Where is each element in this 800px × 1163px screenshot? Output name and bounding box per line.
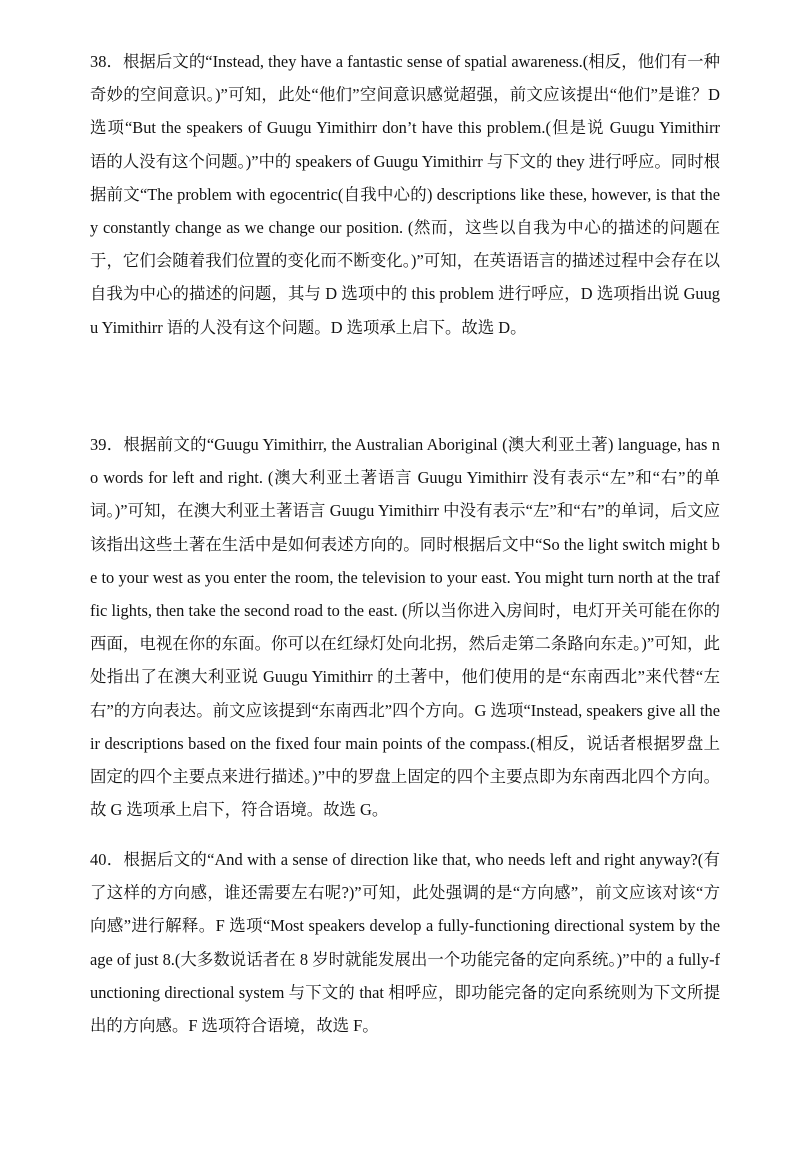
- answer-explanation-39: 39．根据前文的“Guugu Yimithirr, the Australian Aboriginal (澳大利亚土著) language, has no words for left and right. (澳大利亚土著语言 Guugu Yimithirr 没有表示“左”和“右”的单词。)”可知，在澳大利亚土著语言 Guugu Yimithirr 中没有表示“左”和“右”的单词，后文应该指出这些土著在生活中是如何表述方向的。同时根据后文中“So the light switch might be to your west as you enter the room, the television to your east. You might turn north at the traffic lights, then take the second road to the east. (所以当你进入房间时，电灯开关可能在你的西面，电视在你的东面。你可以在红绿灯处向北拐，然后走第二条路向东走。)”可知，此处指出了在澳大利亚说 Guugu Yimithirr 的土著中，他们使用的是“东南西北”来代替“左右”的方向表达。前文应该提到“东南西北”四个方向。G 选项“Instead, speakers give all their descriptions based on the fixed four main points of the compass.(相反，说话者根据罗盘上固定的四个主要点来进行描述。)”中的罗盘上固定的四个主要点即为东南西北四个方向。故 G 选项承上启下，符合语境。故选 G。: [90, 435, 720, 820]
- answer-explanation-40: 40．根据后文的“And with a sense of direction like that, who needs left and right anyway?(有了这样的方向感，谁还需要左右呢?)”可知，此处强调的是“方向感”，前文应该对该“方向感”进行解释。F 选项“Most speakers develop a fully-functioning directional system by the age of just 8.(大多数说话者在 8 岁时就能发展出一个功能完备的定向系统。)”中的 a fully-functioning directional system 与下文的 that 相呼应，即功能完备的定向系统则为下文所提出的方向感。F 选项符合语境，故选 F。: [90, 850, 720, 1036]
- answer-explanation-38: 38．根据后文的“Instead, they have a fantastic sense of spatial awareness.(相反，他们有一种奇妙的空间意识。)”可知，此处“他们”空间意识感觉超强，前文应该提出“他们”是谁？D 选项“But the speakers of Guugu Yimithirr don’t have this problem.(但是说 Guugu Yimithirr 语的人没有这个问题。)”中的 speakers of Guugu Yimithirr 与下文的 they 进行呼应。同时根据前文“The problem with egocentric(自我中心的) descriptions like these, however, is that they constantly change as we change our position. (然而，这些以自我为中心的描述的问题在于，它们会随着我们位置的变化而不断变化。)”可知，在英语语言的描述过程中会存在以自我为中心的描述的问题，其与 D 选项中的 this problem 进行呼应，D 选项指出说 Guugu Yimithirr 语的人没有这个问题。D 选项承上启下。故选 D。: [90, 52, 720, 337]
